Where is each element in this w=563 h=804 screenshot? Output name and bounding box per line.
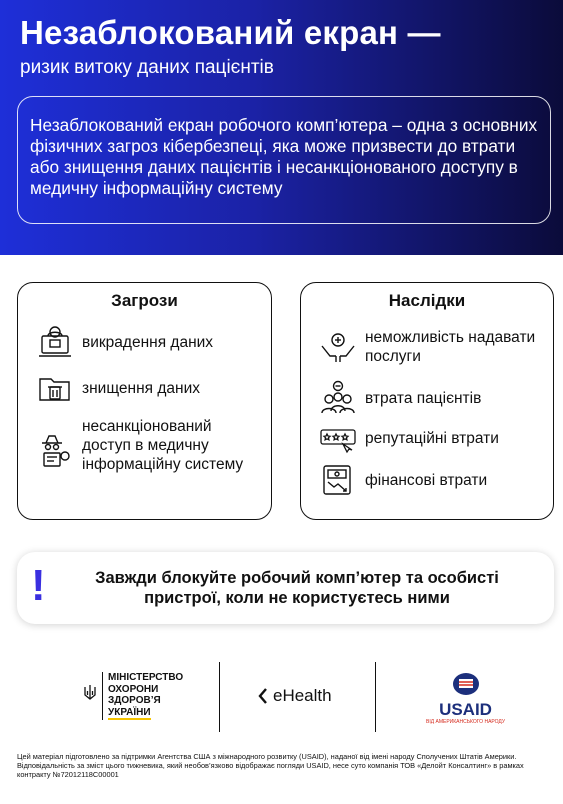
- item-label: репутаційні втрати: [365, 429, 499, 447]
- ministry-line: ЗДОРОВ’Я: [108, 695, 161, 706]
- item-label: фінансові втрати: [365, 471, 488, 489]
- page-title: Незаблокований екран —: [20, 14, 441, 51]
- money-loss-icon: [319, 461, 357, 499]
- logo-divider: [219, 662, 220, 732]
- consequences-card: [300, 282, 554, 520]
- ehealth-wordmark: eHealth: [273, 686, 332, 705]
- folder-trash-icon: [36, 369, 74, 407]
- footer-disclaimer: Цей матеріал підготовлено за підтримки Агентства США з міжнародного розвитку (USAID), наданої від імені народу Сполучених Штатів Америки. Відповідальність за зміст цього тижневика, який необов’язково відображає погляди USAID, несе суто компанія ТОВ «Делойт Консалтинг» в рамках контракту №72012118C00001: [17, 752, 524, 779]
- lock-reminder-banner: [17, 552, 554, 624]
- lock-reminder-text: Завжди блокуйте робочий комп’ютер та особисті пристрої, коли не користуєтесь ними: [95, 569, 499, 607]
- spy-document-icon: [36, 431, 74, 469]
- hero-banner: [0, 0, 563, 255]
- hacker-icon: [36, 323, 74, 361]
- people-minus-icon: [319, 379, 357, 417]
- list-item: [36, 323, 213, 361]
- ministry-logo: [84, 672, 183, 720]
- item-label: викрадення даних: [82, 333, 214, 351]
- usaid-logo: [426, 672, 505, 725]
- threats-title: Загрози: [111, 291, 178, 310]
- rating-stars-icon: [319, 419, 357, 457]
- item-label: втрата пацієнтів: [365, 389, 482, 407]
- list-item: [36, 369, 200, 407]
- list-item: [319, 461, 487, 499]
- item-label: несанкціонований доступ в медичну інформаційну систему: [82, 418, 244, 473]
- exclamation-icon: !: [31, 561, 46, 610]
- item-label: знищення даних: [82, 379, 200, 397]
- ministry-line: МІНІСТЕРСТВО: [108, 672, 184, 683]
- usaid-wordmark: USAID: [439, 700, 492, 719]
- ministry-line: УКРАЇНИ: [108, 707, 183, 721]
- ministry-line: ОХОРОНИ: [108, 683, 159, 695]
- usaid-seal-icon: [451, 672, 481, 696]
- hero-description: Незаблокований екран робочого комп’ютера – одна з основних фізичних загроз кібербезпеці, яка може призвести до втрати або знищення даних пацієнтів і несанкціонованого доступу в медичну інформаційну систему: [30, 115, 538, 198]
- item-label: неможливість надавати послуги: [365, 329, 536, 365]
- partner-logos: [0, 662, 563, 737]
- page-subtitle: ризик витоку даних пацієнтів: [20, 57, 274, 78]
- list-item: [319, 379, 481, 417]
- hands-medical-icon: [319, 328, 357, 366]
- list-item: [319, 328, 544, 366]
- usaid-tagline: ВІД АМЕРИКАНСЬКОГО НАРОДУ: [426, 719, 506, 725]
- list-item: [36, 417, 261, 474]
- threats-card: [17, 282, 272, 520]
- trident-icon: [84, 684, 96, 702]
- ehealth-mark-icon: [257, 687, 269, 705]
- logo-divider: [375, 662, 376, 732]
- list-item: [319, 419, 499, 457]
- ehealth-logo: [257, 686, 332, 706]
- consequences-title: Наслідки: [388, 291, 466, 310]
